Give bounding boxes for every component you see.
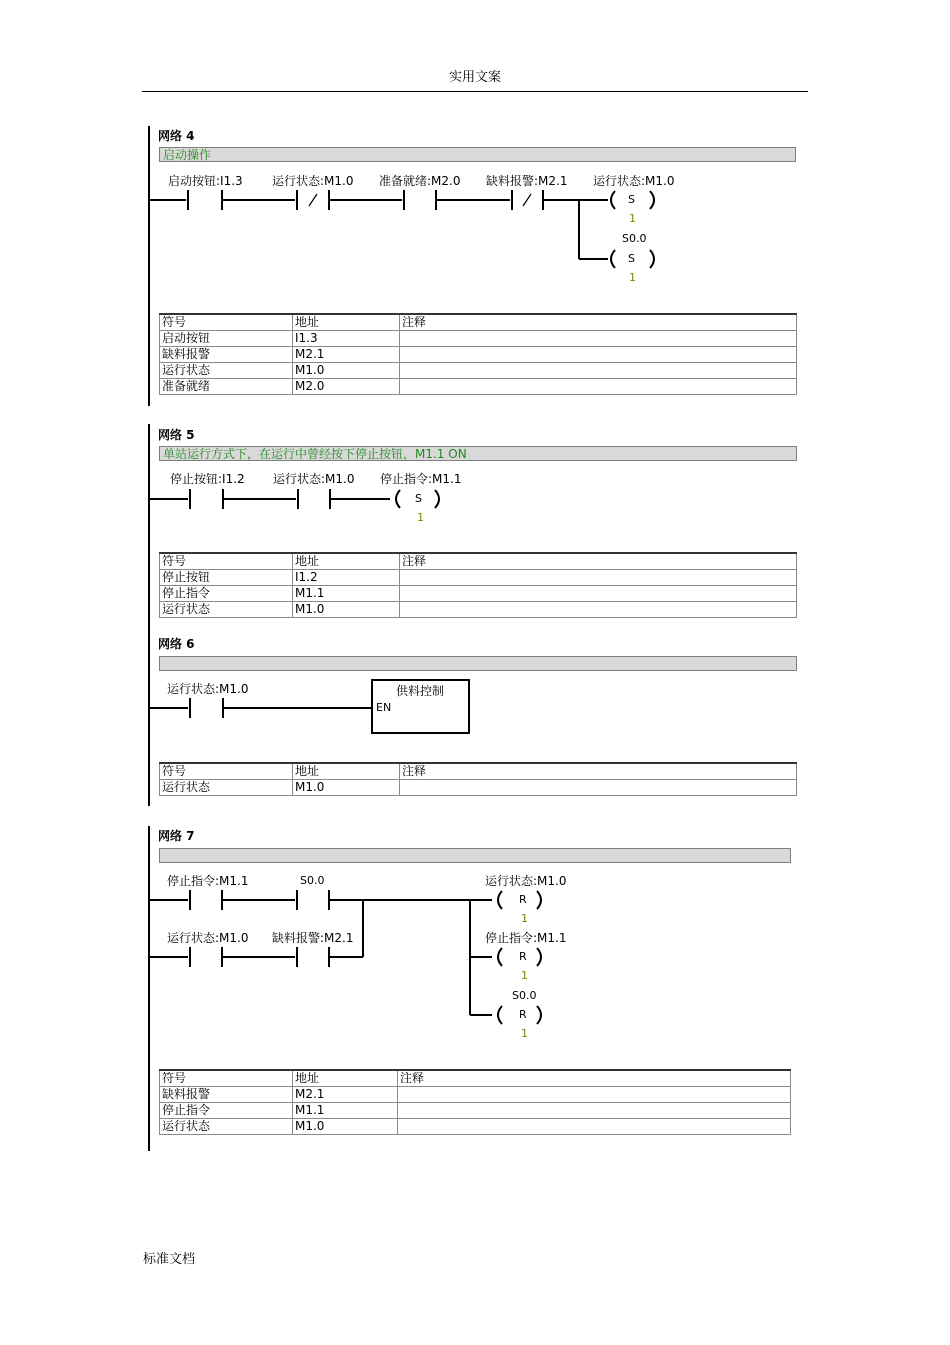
coil-op: S xyxy=(628,252,635,265)
col-header-symbol: 符号 xyxy=(160,314,293,331)
comment-cell[interactable] xyxy=(400,347,797,363)
coil-label: 停止指令:M1.1 xyxy=(380,472,462,486)
coil-count: 1 xyxy=(629,271,636,284)
ladder-diagram xyxy=(150,126,810,306)
col-header-comment: 注释 xyxy=(400,314,797,331)
coil-count: 1 xyxy=(417,511,424,524)
contact-label: 启动按钮:I1.3 xyxy=(168,174,243,188)
box-pin-en: EN xyxy=(376,701,392,714)
contact-label: 停止指令:M1.1 xyxy=(167,874,249,888)
comment-cell[interactable] xyxy=(400,331,797,347)
network-5-6 xyxy=(148,424,810,806)
address-cell: M2.0 xyxy=(293,379,400,395)
coil-op: R xyxy=(519,893,527,906)
coil-op: S xyxy=(415,492,422,505)
comment-cell[interactable] xyxy=(398,1119,791,1135)
network-4 xyxy=(148,126,810,406)
symbol-table xyxy=(159,1069,791,1135)
network-comment[interactable]: 启动操作 xyxy=(159,147,796,162)
network-title: 网络 4 xyxy=(158,129,195,143)
symbol-cell: 运行状态 xyxy=(160,1119,293,1135)
coil-label: 运行状态:M1.0 xyxy=(593,174,675,188)
col-header-address: 地址 xyxy=(293,763,400,780)
contact-label: 准备就绪:M2.0 xyxy=(379,174,461,188)
comment-cell[interactable] xyxy=(400,379,797,395)
coil-count: 1 xyxy=(521,969,528,982)
symbol-cell: 缺料报警 xyxy=(160,1087,293,1103)
contact-label: S0.0 xyxy=(300,874,325,887)
address-cell: M1.1 xyxy=(293,1103,398,1119)
symbol-cell: 运行状态 xyxy=(160,602,293,618)
ladder-diagram xyxy=(150,826,810,1056)
address-cell: M2.1 xyxy=(293,1087,398,1103)
coil-label: S0.0 xyxy=(512,989,537,1002)
col-header-symbol: 符号 xyxy=(160,1070,293,1087)
address-cell: I1.2 xyxy=(293,570,400,586)
network-7 xyxy=(148,826,810,1151)
network-title: 网络 7 xyxy=(158,829,195,843)
symbol-table xyxy=(159,313,797,395)
address-cell: M2.1 xyxy=(293,347,400,363)
col-header-address: 地址 xyxy=(293,314,400,331)
col-header-comment: 注释 xyxy=(400,553,797,570)
col-header-address: 地址 xyxy=(293,553,400,570)
address-cell: M1.0 xyxy=(293,1119,398,1135)
table-row xyxy=(160,331,797,347)
col-header-comment: 注释 xyxy=(398,1070,791,1087)
address-cell: M1.1 xyxy=(293,586,400,602)
comment-cell[interactable] xyxy=(400,780,797,796)
address-cell: M1.0 xyxy=(293,780,400,796)
symbol-cell: 运行状态 xyxy=(160,780,293,796)
ladder-diagram xyxy=(150,424,810,744)
table-row xyxy=(160,363,797,379)
symbol-cell: 停止指令 xyxy=(160,1103,293,1119)
coil-op: R xyxy=(519,1008,527,1021)
coil-label: S0.0 xyxy=(622,232,647,245)
coil-label: 停止指令:M1.1 xyxy=(485,931,567,945)
network-comment[interactable]: 单站运行方式下，在运行中曾经按下停止按钮，M1.1 ON xyxy=(159,446,797,461)
symbol-cell: 缺料报警 xyxy=(160,347,293,363)
contact-label: 运行状态:M1.0 xyxy=(167,682,249,696)
contact-label: 运行状态:M1.0 xyxy=(272,174,354,188)
table-row xyxy=(160,1119,791,1135)
symbol-cell: 运行状态 xyxy=(160,363,293,379)
col-header-address: 地址 xyxy=(293,1070,398,1087)
comment-cell[interactable] xyxy=(400,363,797,379)
coil-count: 1 xyxy=(521,1027,528,1040)
table-row xyxy=(160,379,797,395)
table-row xyxy=(160,780,797,796)
address-cell: M1.0 xyxy=(293,602,400,618)
contact-label: 缺料报警:M2.1 xyxy=(272,931,354,945)
table-row xyxy=(160,1087,791,1103)
coil-count: 1 xyxy=(629,212,636,225)
network-title: 网络 6 xyxy=(158,637,195,651)
symbol-cell: 准备就绪 xyxy=(160,379,293,395)
contact-label: 停止按钮:I1.2 xyxy=(170,472,245,486)
coil-op: R xyxy=(519,950,527,963)
symbol-table xyxy=(159,762,797,796)
header-rule xyxy=(142,91,808,92)
symbol-cell: 停止按钮 xyxy=(160,570,293,586)
contact-label: 运行状态:M1.0 xyxy=(167,931,249,945)
col-header-symbol: 符号 xyxy=(160,763,293,780)
table-row xyxy=(160,347,797,363)
page-footer: 标准文档 xyxy=(143,1252,196,1267)
coil-op: S xyxy=(628,193,635,206)
comment-cell[interactable] xyxy=(398,1087,791,1103)
network-title: 网络 5 xyxy=(158,428,195,442)
page-header: 实用文案 xyxy=(448,70,501,85)
contact-label: 运行状态:M1.0 xyxy=(273,472,355,486)
table-row xyxy=(160,1103,791,1119)
coil-label: 运行状态:M1.0 xyxy=(485,874,567,888)
address-cell: I1.3 xyxy=(293,331,400,347)
address-cell: M1.0 xyxy=(293,363,400,379)
comment-cell[interactable] xyxy=(398,1103,791,1119)
col-header-symbol: 符号 xyxy=(160,553,293,570)
symbol-cell: 停止指令 xyxy=(160,586,293,602)
contact-label: 缺料报警:M2.1 xyxy=(486,174,568,188)
coil-count: 1 xyxy=(521,912,528,925)
box-title: 供料控制 xyxy=(396,684,445,698)
symbol-cell: 启动按钮 xyxy=(160,331,293,347)
col-header-comment: 注释 xyxy=(400,763,797,780)
